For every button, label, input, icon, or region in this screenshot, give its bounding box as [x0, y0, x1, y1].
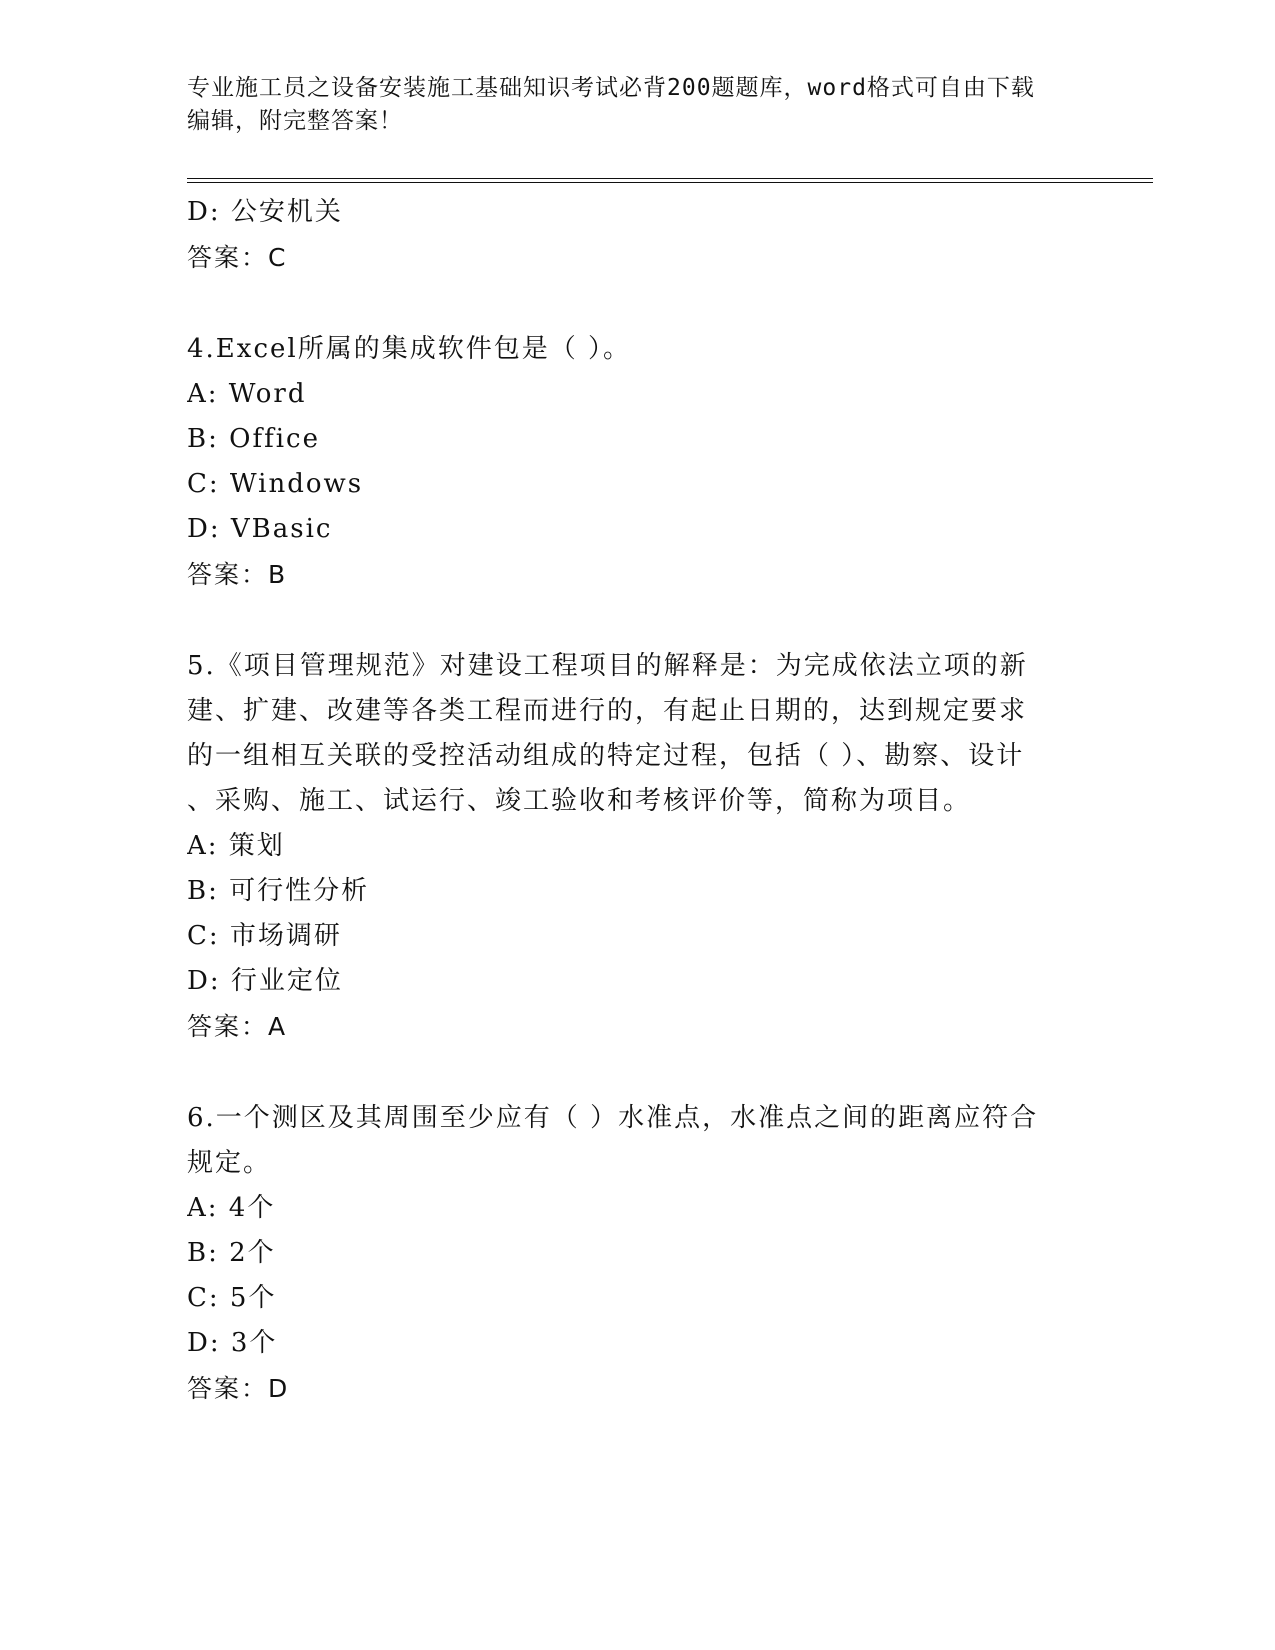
option-b: B: 2个 [187, 1238, 276, 1268]
question-stem-line-2: 建、扩建、改建等各类工程而进行的，有起止日期的，达到规定要求 [187, 696, 1028, 726]
question-stem-line-2: 规定。 [187, 1148, 272, 1178]
question-5 [187, 644, 1087, 1049]
option-b: B: Office [187, 424, 320, 454]
answer: 答案：B [187, 560, 288, 589]
option-c: C: 5个 [187, 1283, 277, 1313]
question-6 [187, 1096, 1087, 1411]
header-rule-top [187, 178, 1153, 179]
header-rule-bottom [187, 182, 1153, 183]
option-b: B: 可行性分析 [187, 876, 370, 906]
answer: 答案：D [187, 1374, 290, 1403]
answer: 答案：C [187, 243, 288, 272]
question-stem-line-1: 6.一个测区及其周围至少应有（ ）水准点，水准点之间的距离应符合 [187, 1103, 1039, 1133]
question-3-tail [187, 190, 1087, 280]
question-list [187, 190, 1087, 1411]
question-stem-line-4: 、采购、施工、试运行、竣工验收和考核评价等，简称为项目。 [187, 786, 972, 816]
option-c: C: Windows [187, 469, 364, 499]
document-header [187, 72, 1087, 138]
question-stem: 4.Excel所属的集成软件包是（ ）。 [187, 334, 631, 364]
option-d: D: VBasic [187, 514, 333, 544]
spacer [187, 597, 1087, 644]
option-a: A: 4个 [187, 1193, 276, 1223]
question-stem-line-3: 的一组相互关联的受控活动组成的特定过程，包括（ ）、勘察、设计 [187, 741, 1025, 771]
spacer [187, 280, 1087, 327]
option-a: A: 策划 [187, 831, 285, 861]
question-stem-line-1: 5.《项目管理规范》对建设工程项目的解释是：为完成依法立项的新 [187, 651, 1028, 681]
option-d: D: 行业定位 [187, 966, 343, 996]
spacer [187, 1049, 1087, 1096]
header-line-1: 专业施工员之设备安装施工基础知识考试必背200题题库，word格式可自由下载 [187, 75, 1035, 101]
header-line-2: 编辑，附完整答案！ [187, 108, 403, 134]
option-c: C: 市场调研 [187, 921, 342, 951]
answer: 答案：A [187, 1012, 288, 1041]
option-d: D: 公安机关 [187, 197, 343, 227]
option-a: A: Word [187, 379, 307, 409]
question-4 [187, 327, 1087, 597]
option-d: D: 3个 [187, 1328, 278, 1358]
